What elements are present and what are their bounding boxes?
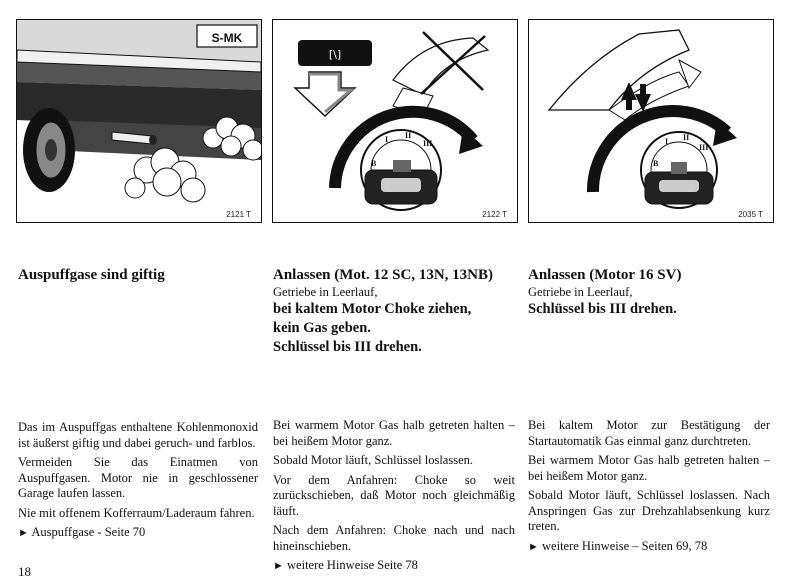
arrow-right-icon: ►: [273, 560, 284, 572]
page-reference-label: Auspuffgase - Seite 70: [31, 525, 146, 539]
key-label-ii: II: [683, 133, 690, 142]
key-label-iii: III: [699, 143, 709, 152]
key-label-b: B: [653, 159, 659, 168]
choke-symbol: [\]: [328, 48, 342, 61]
page-reference[interactable]: [18, 525, 258, 542]
arrow-right-icon: ►: [528, 540, 539, 553]
column-exhaust-body: [18, 420, 258, 546]
figure-number: 2035 T: [738, 210, 763, 219]
section-title: Auspuffgase sind giftig: [18, 267, 165, 283]
arrow-right-icon: ►: [18, 527, 29, 539]
instruction-line: bei kaltem Motor Choke ziehen,: [273, 301, 472, 317]
page-reference-label: weitere Hinweise Seite 78: [287, 558, 418, 572]
body-paragraph: Vor dem Anfahren: Choke so weit zurückschieben, daß Motor noch gleichmäßig läuft.: [273, 472, 515, 518]
body-paragraph: Nie mit offenem Kofferraum/Laderaum fahren.: [18, 505, 255, 520]
figure-choke-key: [272, 19, 518, 223]
instruction-line: kein Gas geben.: [273, 320, 371, 336]
figure-number: 2122 T: [482, 210, 507, 219]
key-label-iii: III: [423, 139, 433, 148]
body-paragraph: Vermeiden Sie das Einatmen von Auspuffgasen. Motor nie in geschlossener Garage laufen lassen.: [18, 455, 258, 500]
section-title: Anlassen (Motor 16 SV): [528, 267, 682, 283]
pedal-and-ignition-key-icon: [529, 20, 773, 222]
body-paragraph: Bei warmem Motor Gas halb getreten halten – bei heißem Motor ganz.: [528, 453, 770, 483]
body-paragraph: Sobald Motor läuft, Schlüssel loslassen. Nach Anspringen Gas zur Drehzahlabsenkung kurz treten.: [528, 488, 770, 533]
body-paragraph: Bei kaltem Motor zur Bestätigung der Startautomatik Gas einmal ganz durchtreten.: [528, 418, 770, 448]
figure-number: 2121 T: [226, 210, 251, 219]
figure-pedal-key: [528, 19, 774, 223]
figure-exhaust: [16, 19, 262, 223]
column-start-16sv-heading: [528, 266, 774, 319]
instruction-line: Schlüssel bis III drehen.: [528, 301, 677, 317]
body-paragraph: Sobald Motor läuft, Schlüssel loslassen.: [273, 453, 473, 467]
body-paragraph: Das im Auspuffgas enthaltene Kohlenmonoxid ist äußerst giftig und dabei geruch- und farblos.: [18, 420, 258, 450]
key-label-i: I: [385, 135, 389, 144]
instruction-line: Schlüssel bis III drehen.: [273, 339, 422, 355]
section-title: Anlassen (Mot. 12 SC, 13N, 13NB): [273, 267, 494, 283]
section-subtitle: Getriebe in Leerlauf,: [273, 285, 378, 299]
page-reference[interactable]: [273, 558, 515, 575]
column-exhaust-heading: [18, 266, 262, 284]
page-number: 18: [18, 564, 31, 579]
key-label-i: I: [665, 137, 669, 146]
page-reference[interactable]: [528, 539, 770, 556]
section-subtitle: Getriebe in Leerlauf,: [528, 285, 633, 299]
column-start-12sc-body: [273, 418, 515, 579]
column-start-12sc-heading: [273, 266, 519, 357]
key-label-b: B: [371, 159, 377, 168]
key-label-ii: II: [405, 131, 412, 140]
exhaust-pipe-smoke-icon: [17, 20, 261, 222]
column-start-16sv-body: [528, 418, 770, 559]
choke-and-ignition-key-icon: [273, 20, 517, 222]
body-paragraph: Bei warmem Motor Gas halb getreten halten – bei heißem Motor ganz.: [273, 418, 515, 448]
body-paragraph: Nach dem Anfahren: Choke nach und nach hineinschieben.: [273, 523, 515, 553]
page-reference-label: weitere Hinweise – Seiten 69, 78: [542, 538, 708, 553]
plate-text: S-MK: [211, 31, 243, 45]
